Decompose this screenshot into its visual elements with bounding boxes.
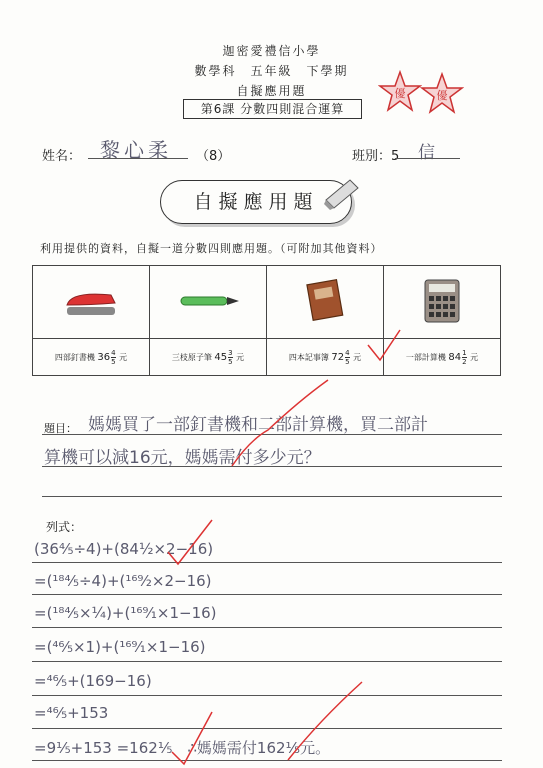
formula-line: =(¹⁸⁴⁄₅×¼)+(¹⁶⁹⁄₁×1−16): [34, 604, 217, 622]
name-value: 黎心柔: [100, 138, 172, 162]
chalk-icon: [322, 176, 362, 210]
formula-line: =9⅕+153 =162⅕ ∴媽媽需付162⅕元。: [34, 739, 331, 757]
ruled-line: [42, 466, 502, 467]
item-image-cell: [384, 266, 501, 339]
ruled-line: [42, 496, 502, 497]
formula-line: =⁴⁶⁄₅+153: [34, 704, 109, 722]
ruled-line: [42, 434, 502, 435]
item-caption: 四部釘書機 36 $\frac{4}{5}$ 元: [33, 339, 150, 376]
paper-type: 自擬應用題: [236, 84, 307, 98]
calculator-icon: [417, 276, 467, 326]
formula-line: =⁴⁶⁄₅+(169−16): [34, 672, 152, 690]
svg-text:優: 優: [436, 89, 448, 102]
question-line-1: 媽媽買了一部釘書機和二部計算機，買二部計: [88, 415, 428, 435]
item-caption: 三枝原子筆 45 $\frac{3}{5}$ 元: [150, 339, 267, 376]
working-label: 列式：: [46, 520, 83, 534]
item-image-cell: [33, 266, 150, 339]
formula-line: (36⁴⁄₅÷4)+(84½×2−16): [34, 540, 214, 558]
class-underline: [395, 158, 460, 159]
ruled-line: [32, 594, 502, 595]
item-image-cell: [150, 266, 267, 339]
ruled-line: [32, 728, 502, 729]
item-image-cell: [267, 266, 384, 339]
stapler-icon: [61, 281, 121, 321]
student-number: （8）: [196, 149, 231, 164]
subject-line: 數學科 五年級 下學期: [194, 64, 349, 78]
star-stamp-icon: [420, 72, 464, 116]
formula-line: =(¹⁸⁴⁄₅÷4)+(¹⁶⁹⁄₂×2−16): [34, 572, 212, 590]
school-name: 迦密愛禮信小學: [222, 44, 321, 58]
instruction-text: 利用提供的資料，自擬一道分數四則應用題。（可附加其他資料）: [40, 242, 383, 255]
class-value: 信: [418, 143, 435, 163]
lesson-title: 第6課 分數四則混合運算: [183, 99, 362, 119]
ruled-line: [32, 760, 502, 761]
formula-line: =(⁴⁶⁄₅×1)+(¹⁶⁹⁄₁×1−16): [34, 638, 206, 656]
class-label: 班別：5: [352, 149, 400, 164]
banner-title: 自擬應用題: [160, 180, 352, 224]
question-label: 題目：: [44, 422, 77, 435]
name-label: 姓名：: [42, 149, 82, 164]
ruled-line: [32, 562, 502, 563]
ruled-line: [32, 695, 502, 696]
pen-icon: [173, 281, 243, 321]
svg-text:優: 優: [394, 87, 406, 100]
item-caption: 一部計算機 84 $\frac{1}{2}$ 元: [384, 339, 501, 376]
star-stamp-icon: [378, 70, 422, 114]
ruled-line: [32, 661, 502, 662]
item-caption: 四本記事簿 72 $\frac{4}{5}$ 元: [267, 339, 384, 376]
notebook-icon: [300, 276, 350, 326]
items-table: [32, 265, 501, 376]
name-underline: [88, 158, 188, 159]
question-line-2: 算機可以減16元，媽媽需付多少元？: [44, 448, 321, 468]
ruled-line: [32, 627, 502, 628]
